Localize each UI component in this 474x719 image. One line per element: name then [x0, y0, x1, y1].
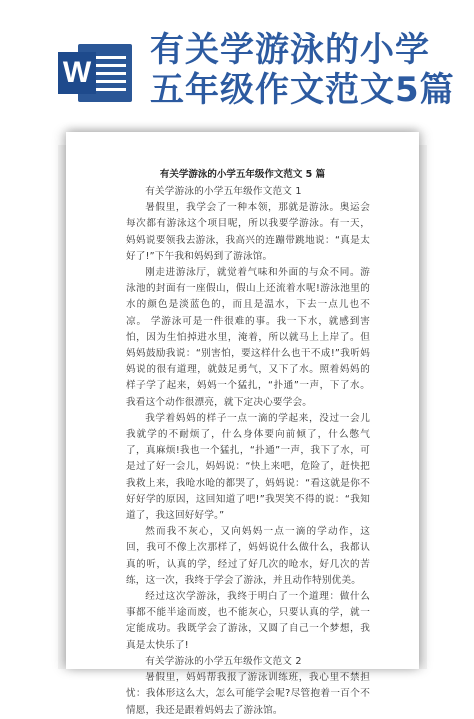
doc-line — [96, 64, 126, 67]
doc-line — [96, 80, 126, 83]
document-page — [66, 132, 419, 716]
doc-line — [96, 56, 126, 59]
word-logo-letter: W — [58, 52, 96, 94]
paragraph: 暑假里，我学会了一种本领，那就是游泳。奥运会每次都有游泳这个项目呢，所以我要学游泳。有一天，妈妈说要领我去游泳，我高兴的连蹦带跳地说：“真是太好了!”下午我和妈妈到了游泳馆。 — [126, 202, 370, 262]
document-body — [126, 184, 370, 719]
paragraph: 然而我不灰心，又向妈妈一点一滴的学动作，这回，我可不像上次那样了，妈妈说什么做什么，我都认真的听，认真的学，经过了好几次的呛水，好几次的苦练，这一次，我终于学会了游泳，并且动作特别优美。 — [126, 526, 370, 586]
word-document-icon — [58, 40, 132, 104]
banner-title-line-2: 五年级作文范文5篇 — [150, 70, 455, 110]
paragraph: 刚走进游泳厅，就觉着气味和外面的与众不同。游泳池的封面有一座假山，假山上还流着水呢!游泳池里的水的颜色是淡蓝色的，而且是温水，下去一点儿也不凉。 学游泳可是一件很难的事。我一下水，就感到害怕，因为生怕掉进水里，淹着，所以就马上上岸了。但妈妈鼓励我说：“别害怕，要这样什么也干不成!”我听妈妈说的很有道理，就鼓足勇气，又下了水。照着妈妈的样子学了起来，妈妈一个猛扎，“扑通”一声，下了水。我看这个动作很漂亮，就下定决心要学会。 — [126, 267, 370, 408]
document-title: 有关学游泳的小学五年级作文范文 5 篇 — [159, 169, 326, 180]
banner-title-line-1: 有关学游泳的小学 — [150, 30, 430, 70]
section-heading-2: 有关学游泳的小学五年级作文范文 2 — [145, 655, 302, 667]
doc-line — [96, 72, 126, 75]
doc-line — [96, 88, 126, 91]
paragraph: 暑假里，妈妈帮我报了游泳训练班，我心里不禁担忧：我体形这么大，怎么可能学会呢?尽管抱着一百个不情愿，我还是跟着妈妈去了游泳馆。 — [126, 672, 370, 716]
paragraph: 经过这次学游泳，我终于明白了一个道理：做什么事都不能半途而废，也不能灰心，只要认真的学，就一定能成功。我既学会了游泳，又圆了自己一个梦想，我真是太快乐了! — [126, 591, 370, 651]
header-banner — [0, 0, 474, 130]
section-heading-1: 有关学游泳的小学五年级作文范文 1 — [145, 186, 302, 197]
paragraph: 我学着妈妈的样子一点一滴的学起来，没过一会儿我就学的不耐烦了，什么身体要向前倾了，什么憋气了，真麻烦!我也一个猛扎，“扑通”一声，我下了水，可是过了好一会儿，妈妈说：“快上来吧，危险了，赶快把我救上来，我呛水呛的都哭了，妈妈说：“看这就是你不好好学的原因，这回知道了吧!”我哭笑不得的说：“我知道了，我这回好好学。” — [126, 412, 370, 522]
banner-title — [150, 30, 470, 110]
